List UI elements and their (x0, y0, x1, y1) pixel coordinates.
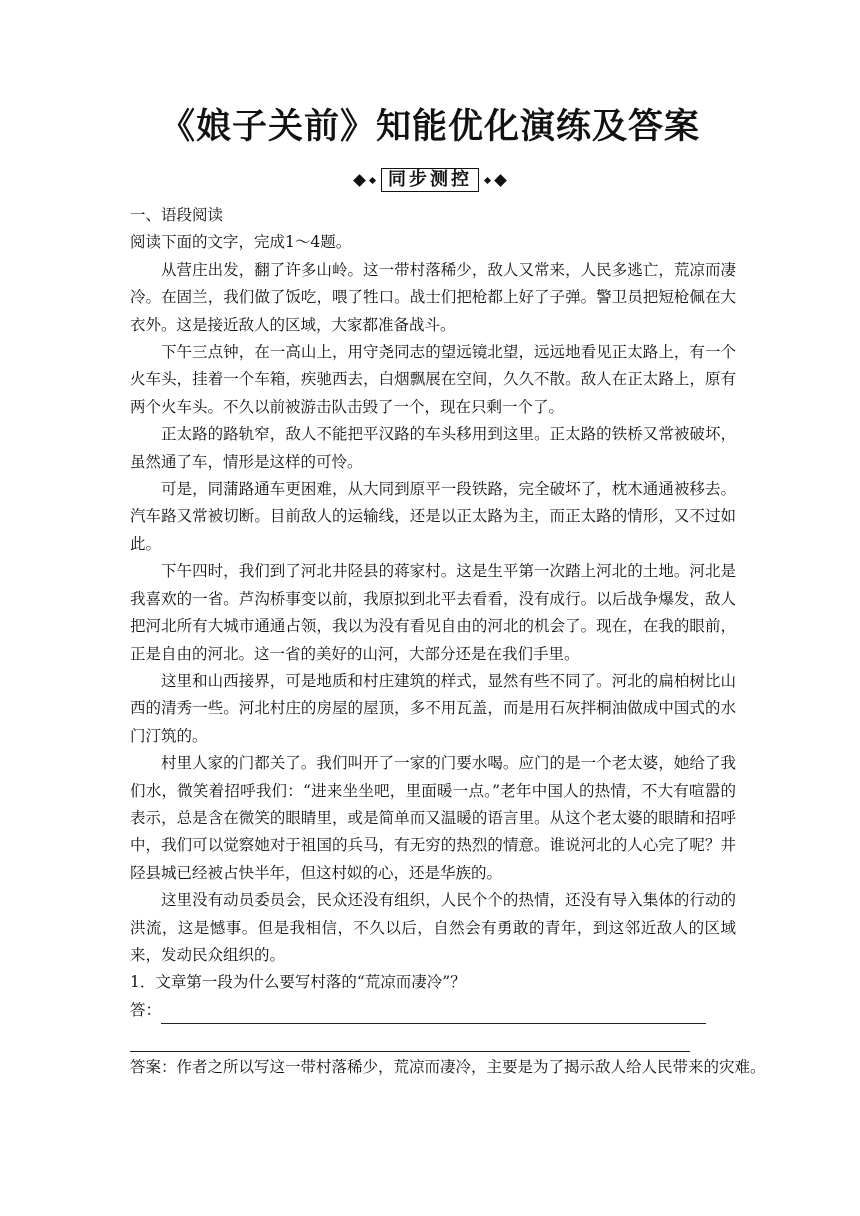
diamond-ornament-icon (484, 176, 491, 183)
passage-paragraph: 村里人家的门都关了。我们叫开了一家的门要水喝。应门的是一个老太婆，她给了我们水，微笑着招呼我们：“进来坐坐吧，里面暖一点。”老年中国人的热情，不大有喧嚣的表示，总是含在微笑的眼睛里，或是简单而又温暖的语言里。从这个老太婆的眼睛和招呼中，我们可以觉察她对于祖国的兵马，有无穷的热烈的情意。谁说河北的人心完了呢？井陉县城已经被占快半年，但这村姒的心，还是华族的。 (130, 754, 736, 882)
passage-paragraph: 可是，同蒲路通车更困难，从大同到原平一段铁路，完全破坏了，枕木通通被移去。汽车路又常被切断。目前敌人的运输线，还是以正太路为主，而正太路的情形，又不过如此。 (130, 480, 736, 553)
document-body (130, 202, 766, 1081)
diamond-ornament-icon (353, 174, 366, 187)
instruction-text: 阅读下面的文字，完成1～4题。 (130, 233, 352, 252)
answer-blank-line[interactable] (130, 1033, 690, 1052)
question-text: 1．文章第一段为什么要写村落的“荒凉而凄冷”？ (130, 973, 466, 992)
section-heading: 一、语段阅读 (130, 206, 224, 224)
passage-paragraph: 正太路的路轨窄，敌人不能把平汉路的车头移用到这里。正太路的铁桥又常被破坏，虽然通了车，情形是这样的可怜。 (130, 425, 736, 471)
answer-row (130, 997, 736, 1024)
passage-paragraph: 这里没有动员委员会，民众还没有组织，人民个个的热情，还没有导入集体的行动的洪流，这是憾事。但是我相信，不久以后，自然会有勇敢的青年，到这邻近敌人的区域来，发动民众组织的。 (130, 891, 736, 964)
answer-row (130, 1024, 736, 1051)
banner-label: 同步测控 (381, 168, 479, 192)
passage-paragraph: 从营庄出发，翻了许多山岭。这一带村落稀少，敌人又常来，人民多逃亡，荒凉而凄冷。在固兰，我们做了饭吃，喂了牲口。战士们把枪都上好了子弹。警卫员把短枪佩在大衣外。这是接近敌人的区域，大家都准备战斗。 (130, 260, 736, 334)
diamond-ornament-icon (369, 176, 376, 183)
passage-paragraph: 这里和山西接界，可是地质和村庄建筑的样式，显然有些不同了。河北的扁柏树比山西的清秀一些。河北村庄的房屋的屋顶，多不用瓦盖，而是用石灰拌桐油做成中国式的水门汀筑的。 (130, 671, 736, 745)
answer-blank-line[interactable] (161, 1005, 706, 1024)
section-banner (340, 168, 520, 192)
page-title: 《娘子关前》知能优化演练及答案 (159, 106, 700, 147)
answer-label: 答： (130, 1000, 162, 1019)
answer-key: 答案：作者之所以写这一带村落稀少，荒凉而凄冷，主要是为了揭示敌人给人民带来的灾难。 (130, 1057, 766, 1076)
passage-paragraph: 下午三点钟，在一高山上，用守尧同志的望远镜北望，远远地看见正太路上，有一个火车头，挂着一个车箱，疾驰西去，白烟飘展在空间，久久不散。敌人在正太路上，原有两个火车头。不久以前被游击队击毁了一个，现在只剩一个了。 (130, 343, 736, 416)
passage-paragraph: 下午四时，我们到了河北井陉县的蒋家村。这是生平第一次踏上河北的土地。河北是我喜欢的一省。芦沟桥事变以前，我原拟到北平去看看，没有成行。以后战争爆发，敌人把河北所有大城市通通占领，我以为没有看见自由的河北的机会了。现在，在我的眼前，正是自由的河北。这一省的美好的山河，大部分还是在我们手里。 (130, 562, 736, 663)
diamond-ornament-icon (494, 174, 507, 187)
